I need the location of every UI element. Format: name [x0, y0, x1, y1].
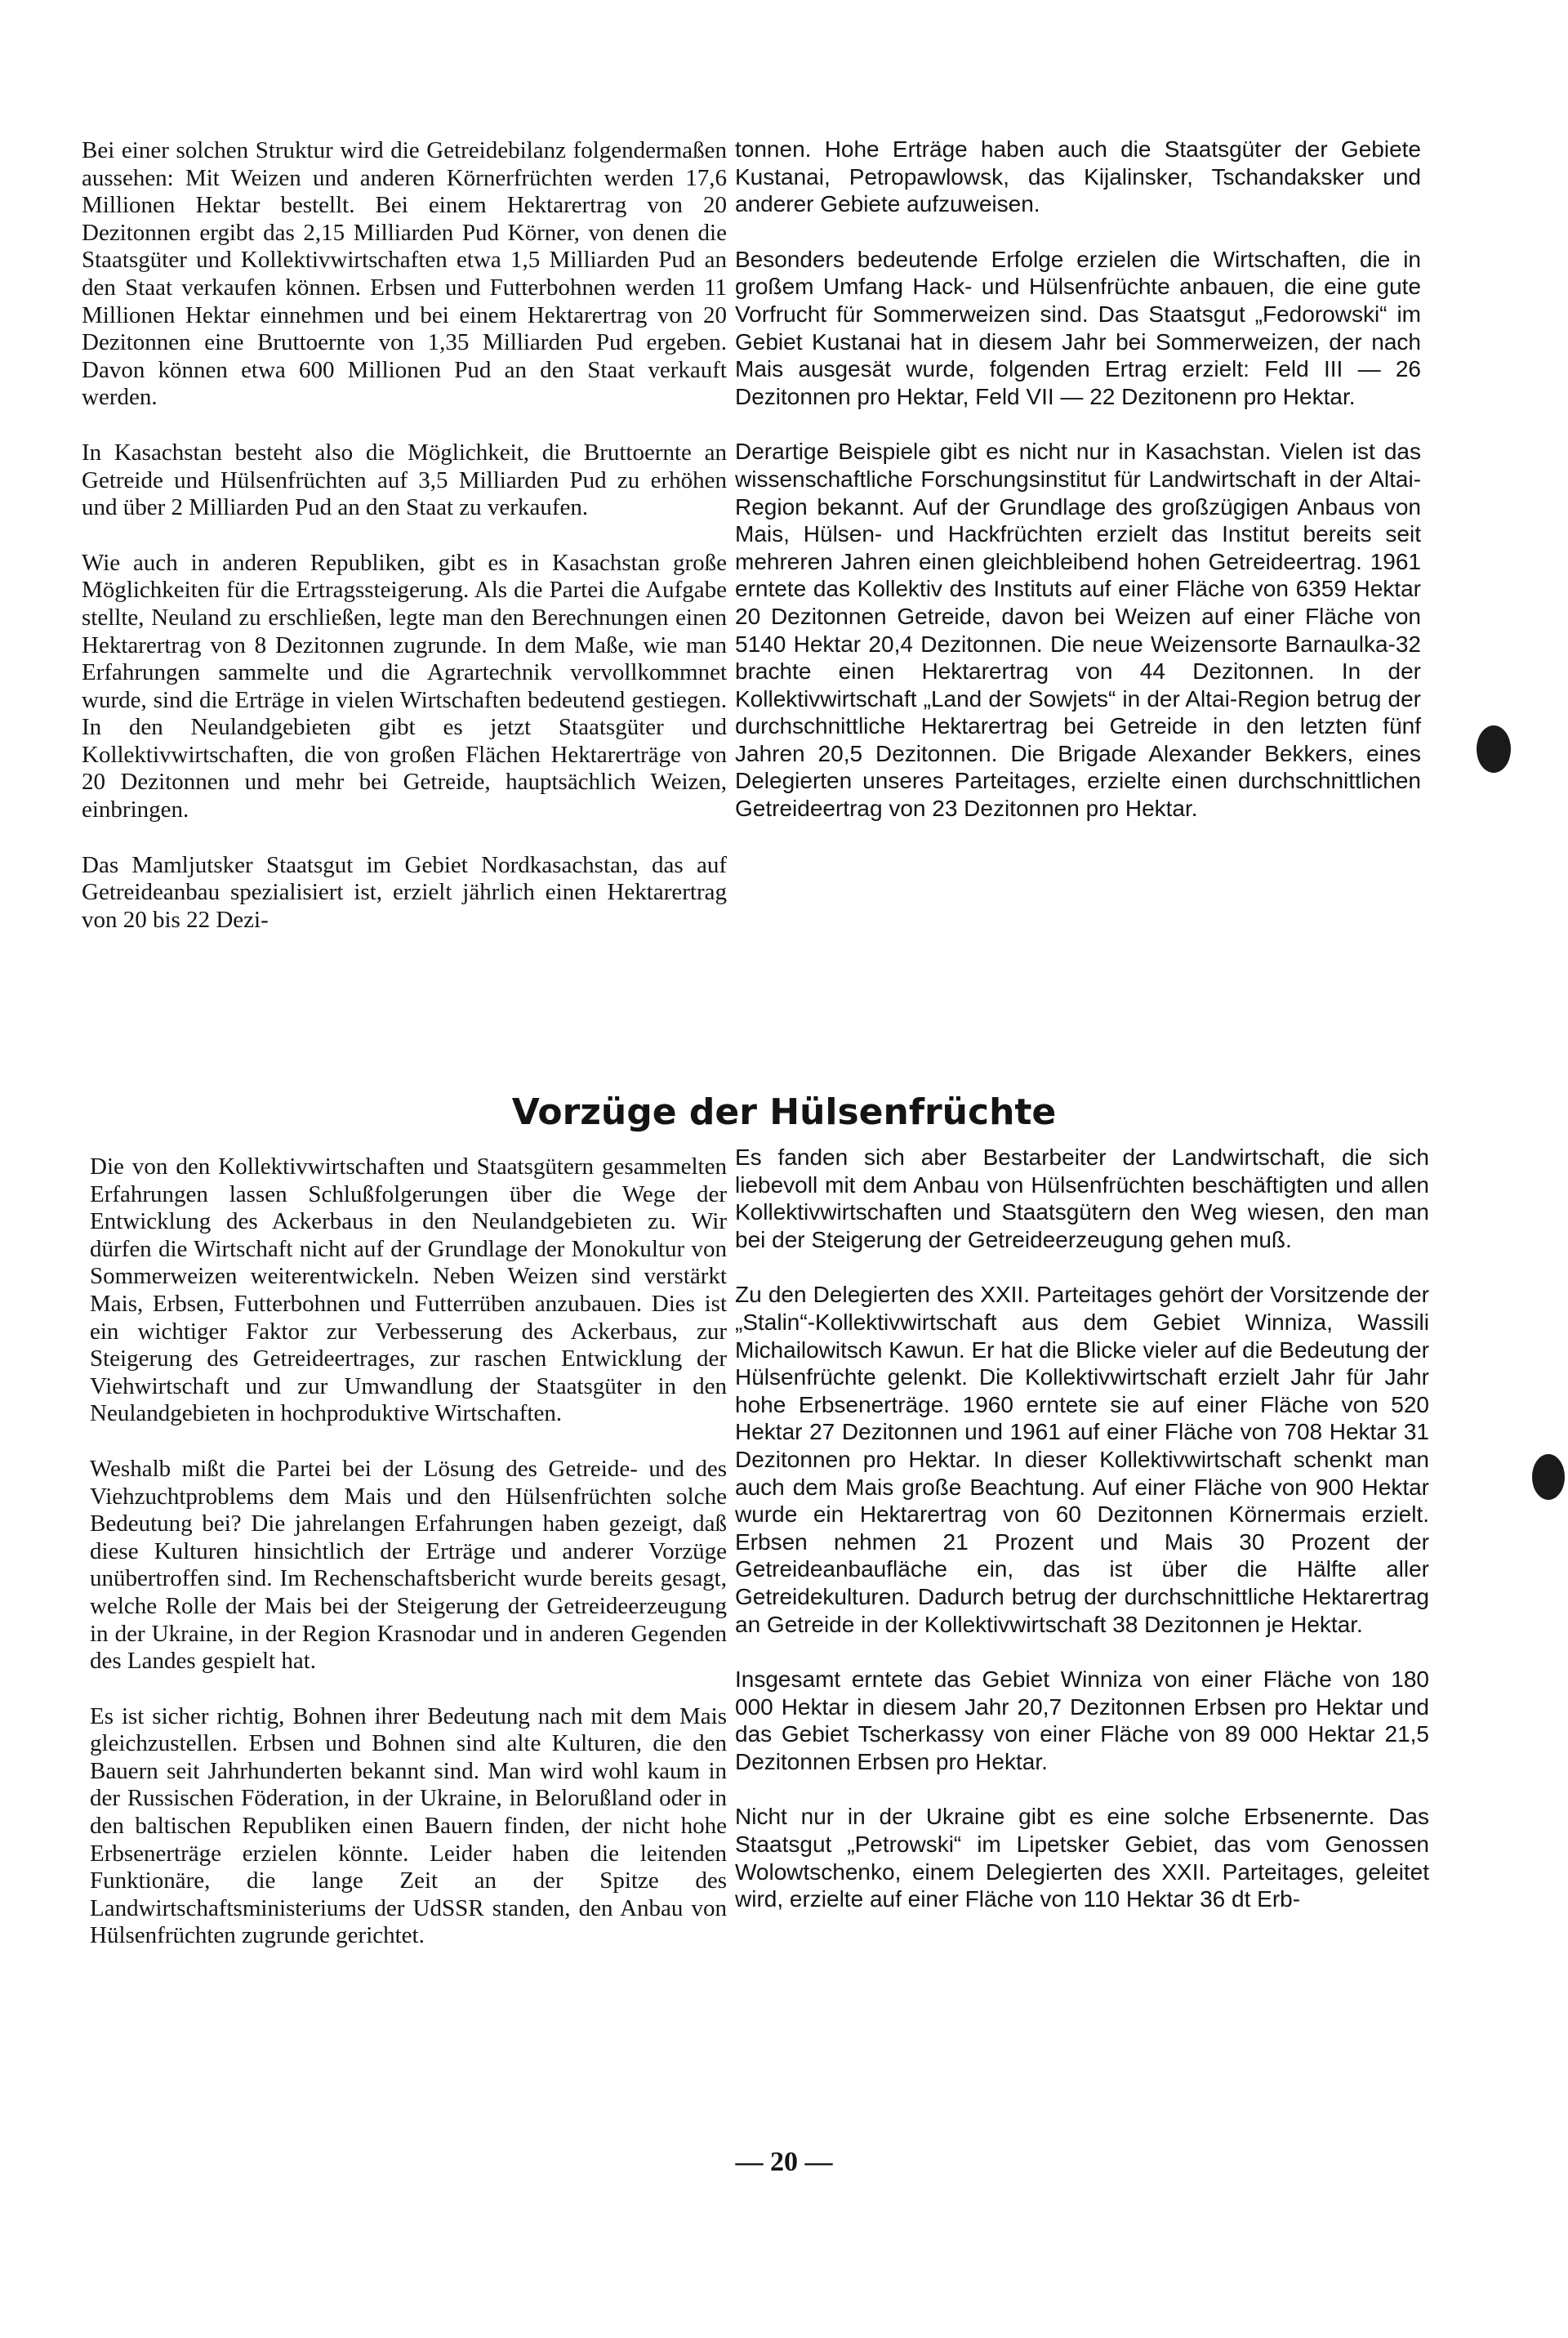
- paragraph: Weshalb mißt die Partei bei der Lösung des Getreide- und des Viehzuchtproblems dem Mais und den Hülsenfrüchten solche Bedeutung bei? Die jahrelangen Erfahrungen haben gezeigt, daß diese Kulturen hinsichtlich der Erträge und anderer Vorzüge unübertroffen sind. Im Rechenschaftsbericht wurde bereits gesagt, welche Rolle der Mais bei der Steigerung der Getreideerzeugung in der Ukraine, in der Region Krasnodar und in anderen Gegenden des Landes gespielt hat.: [90, 1455, 727, 1675]
- paragraph: Wie auch in anderen Republiken, gibt es in Kasachstan große Möglichkeiten für die Ertragssteigerung. Als die Partei die Aufgabe stellte, Neuland zu erschließen, legte man den Berechnungen einen Hektarertrag von 8 Dezitonnen zugrunde. In dem Maße, wie man Erfahrungen sammelte und die Agrartechnik vervollkommnet wurde, sind die Erträge in vielen Wirtschaften bedeutend gestiegen. In den Neulandgebieten gibt es jetzt Staatsgüter und Kollektivwirtschaften, die von großen Flächen Hektarerträge von 20 Dezitonnen und mehr bei Getreide, hauptsächlich Weizen, einbringen.: [82, 549, 727, 823]
- text-column-top-left: [82, 137, 727, 934]
- text-column-top-right: [735, 136, 1421, 823]
- paragraph: Insgesamt erntete das Gebiet Winniza von einer Fläche von 180 000 Hektar in diesem Jahr 20,7 Dezitonnen Erbsen pro Hektar und das Gebiet Tscherkassy von einer Fläche von 89 000 Hektar 21,5 Dezitonnen Erbsen pro Hektar.: [735, 1666, 1429, 1774]
- paragraph: Es fanden sich aber Bestarbeiter der Landwirtschaft, die sich liebevoll mit dem Anbau von Hülsenfrüchten beschäftigten und allen Kollektivwirtschaften und Staatsgütern den Weg wiesen, den man bei der Steigerung der Getreideerzeugung gehen muß.: [735, 1144, 1429, 1252]
- paragraph: Es ist sicher richtig, Bohnen ihrer Bedeutung nach mit dem Mais gleichzustellen. Erbsen und Bohnen sind alte Kulturen, die den Bauern seit Jahrhunderten bekannt sind. Man wird wohl kaum in der Russischen Föderation, in der Ukraine, in Belorußland oder in den baltischen Republiken einen Bauern finden, der nicht hohe Erbsenerträge erzielen könnte. Leider haben die leitenden Funktionäre, die lange Zeit an der Spitze des Landwirtschaftsministeriums der UdSSR standen, den Anbau von Hülsenfrüchten zugrunde gerichtet.: [90, 1702, 727, 1949]
- punch-hole-mark: [1477, 725, 1511, 773]
- paragraph: tonnen. Hohe Erträge haben auch die Staatsgüter der Gebiete Kustanai, Petropawlowsk, das Kijalinsker, Tschandaksker und anderer Gebiete aufzuweisen.: [735, 136, 1421, 217]
- paragraph: Das Mamljutsker Staatsgut im Gebiet Nordkasachstan, das auf Getreideanbau spezialisiert ist, erzielt jährlich einen Hektarertrag von 20 bis 22 Dezi-: [82, 851, 727, 933]
- paragraph: Zu den Delegierten des XXII. Parteitages gehört der Vorsitzende der „Stalin“-Kollektivwirtschaft aus dem Gebiet Winniza, Wassili Michailowitsch Kawun. Er hat die Blicke vieler auf die Bedeutung der Hülsenfrüchte gelenkt. Die Kollektivwirtschaft erzielt Jahr für Jahr hohe Erbsenerträge. 1960 erntete sie auf einer Fläche von 520 Hektar 27 Dezitonnen und 1961 auf einer Fläche von 708 Hektar 31 Dezitonnen pro Hektar. In dieser Kollektivwirtschaft schenkt man auch dem Mais große Beachtung. Auf einer Fläche von 900 Hektar wurde ein Hektarertrag von 60 Dezitonnen Körnermais erzielt. Erbsen nehmen 21 Prozent und Mais 30 Prozent der Getreideanbaufläche ein, das ist über die Hälfte aller Getreidekulturen. Dadurch betrug der durchschnittliche Hektarertrag an Getreide in der Kollektivwirtschaft 38 Dezitonnen je Hektar.: [735, 1282, 1429, 1637]
- page-number: — 20 —: [735, 2147, 833, 2177]
- paragraph: In Kasachstan besteht also die Möglichkeit, die Bruttoernte an Getreide und Hülsenfrüchten auf 3,5 Milliarden Pud zu erhöhen und über 2 Milliarden Pud an den Staat zu verkaufen.: [82, 439, 727, 521]
- paragraph: Die von den Kollektivwirtschaften und Staatsgütern gesammelten Erfahrungen lassen Schlußfolgerungen über die Wege der Entwicklung des Ackerbaus in den Neulandgebieten zu. Wir dürfen die Wirtschaft nicht auf der Grundlage der Monokultur von Sommerweizen weiterentwickeln. Neben Weizen sind verstärkt Mais, Erbsen, Futterbohnen und Futterrüben anzubauen. Dies ist ein wichtiger Faktor zur Verbesserung des Ackerbaus, zur Steigerung des Getreideertrages, zur raschen Entwicklung der Viehwirtschaft und zur Umwandlung der Staatsgüter in den Neulandgebieten in hochproduktive Wirtschaften.: [90, 1153, 727, 1427]
- punch-hole-mark: [1532, 1454, 1565, 1500]
- paragraph: Derartige Beispiele gibt es nicht nur in Kasachstan. Vielen ist das wissenschaftliche Forschungsinstitut für Landwirtschaft in der Altai-Region bekannt. Auf der Grundlage des großzügigen Anbaus von Mais, Hülsen- und Hackfrüchten erzielt das Institut bereits seit mehreren Jahren einen gleichbleibend hohen Getreideertrag. 1961 erntete das Kollektiv des Instituts auf einer Fläche von 6359 Hektar 20 Dezitonnen Getreide, davon bei Weizen auf einer Fläche von 5140 Hektar 20,4 Dezitonnen. Die neue Weizensorte Barnaulka-32 brachte einen Hektarertrag von 44 Dezitonnen. In der Kollektivwirtschaft „Land der Sowjets“ in der Altai-Region betrug der durchschnittliche Hektarertrag bei Getreide in den letzten fünf Jahren 20,5 Dezitonnen. Die Brigade Alexander Bekkers, eines Delegierten unseres Parteitages, erzielte einen durchschnittlichen Getreideertrag von 23 Dezitonnen pro Hektar.: [735, 439, 1421, 822]
- section-heading: Vorzüge der Hülsenfrüchte: [511, 1091, 1057, 1133]
- text-column-bottom-right: [735, 1144, 1429, 1913]
- paragraph: Nicht nur in der Ukraine gibt es eine solche Erbsenernte. Das Staatsgut „Petrowski“ im Lipetsker Gebiet, das vom Genossen Wolowtschenko, einem Delegierten des XXII. Parteitages, geleitet wird, erzielte auf einer Fläche von 110 Hektar 36 dt Erb-: [735, 1804, 1429, 1912]
- paragraph: Besonders bedeutende Erfolge erzielen die Wirtschaften, die in großem Umfang Hack- und Hülsenfrüchte anbauen, die eine gute Vorfrucht für Sommerweizen sind. Das Staatsgut „Fedorowski“ im Gebiet Kustanai hat in diesem Jahr bei Sommerweizen, der nach Mais ausgesät wurde, folgenden Ertrag erzielt: Feld III — 26 Dezitonnen pro Hektar, Feld VII — 22 Dezitonenn pro Hektar.: [735, 246, 1421, 409]
- paragraph: Bei einer solchen Struktur wird die Getreidebilanz folgendermaßen aussehen: Mit Weizen und anderen Körnerfrüchten werden 17,6 Millionen Hektar bestellt. Bei einem Hektarertrag von 20 Dezitonnen ergibt das 2,15 Milliarden Pud Körner, von denen die Staatsgüter und Kollektivwirtschaften etwa 1,5 Milliarden Pud an den Staat verkaufen können. Erbsen und Futterbohnen werden 11 Millionen Hektar einnehmen und bei einem Hektarertrag von 20 Dezitonnen eine Bruttoernte von 1,35 Milliarden Pud ergeben. Davon können etwa 600 Millionen Pud an den Staat verkauft werden.: [82, 137, 727, 411]
- text-column-bottom-left: [90, 1153, 727, 1950]
